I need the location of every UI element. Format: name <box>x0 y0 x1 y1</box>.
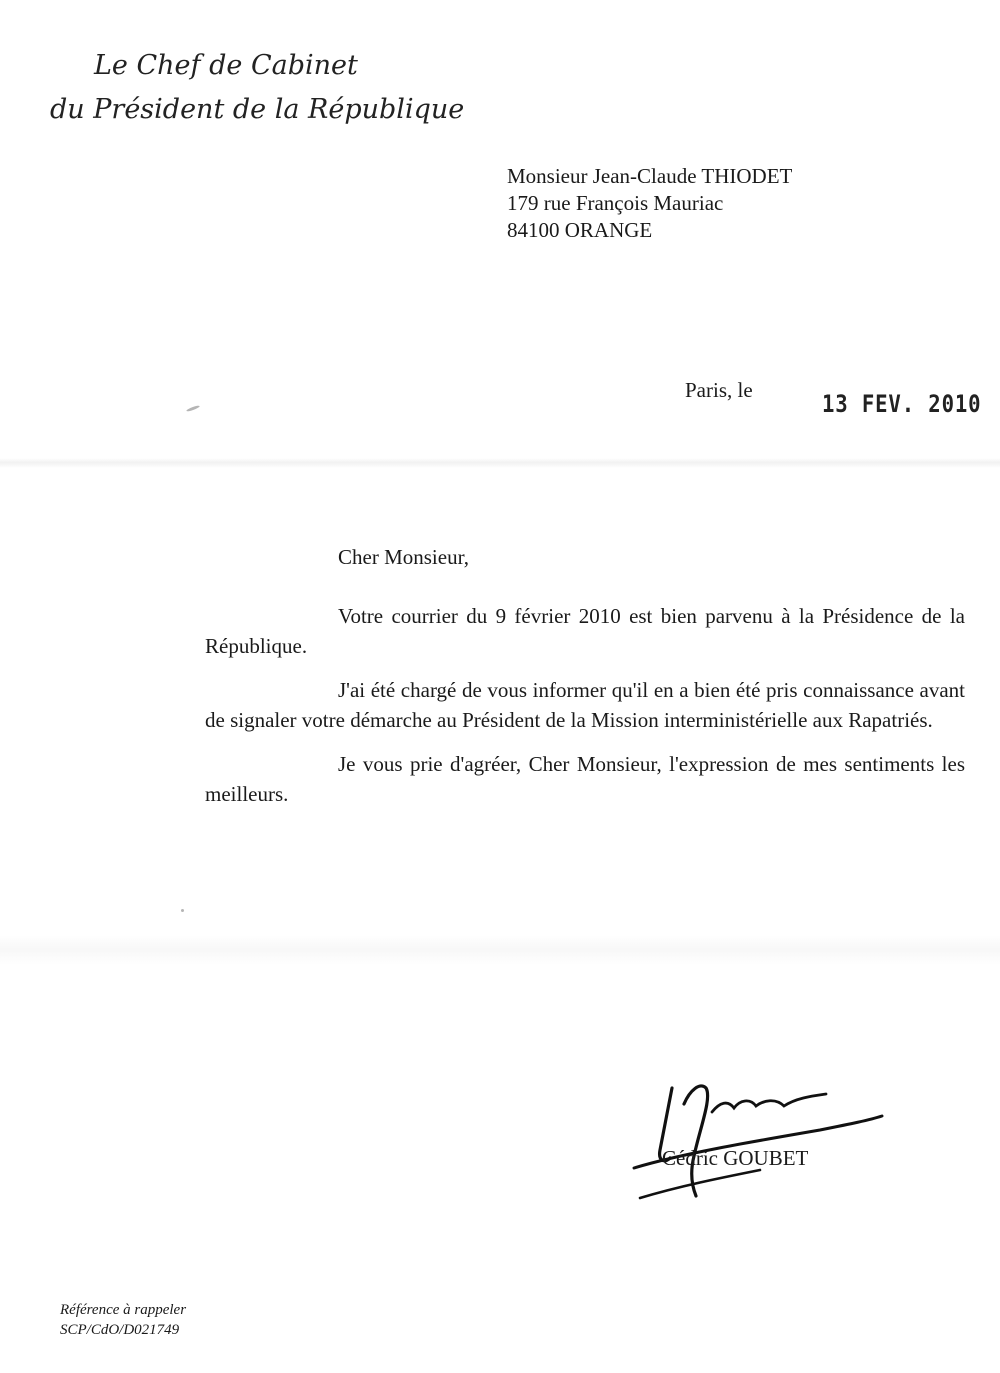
paragraph-3: Je vous prie d'agréer, Cher Monsieur, l'expression de mes sentiments les meilleurs. <box>205 752 965 806</box>
letterhead <box>48 40 465 130</box>
reference-code: SCP/CdO/D021749 <box>60 1322 180 1338</box>
recipient-city: 84100 ORANGE <box>507 218 653 242</box>
dateline-place: Paris, le <box>685 378 753 402</box>
scan-band <box>0 935 1000 965</box>
date-stamp: 13 FEV. 2010 <box>822 390 982 418</box>
paragraph-1: Votre courrier du 9 février 2010 est bien parvenu à la Présidence de la République. <box>205 604 965 658</box>
recipient-name: Monsieur Jean-Claude THIODET <box>507 164 793 188</box>
handwritten-signature <box>620 1068 900 1208</box>
recipient-street: 179 rue François Mauriac <box>507 191 724 215</box>
scan-speck <box>186 405 200 413</box>
scan-speck <box>181 909 184 912</box>
letter-body <box>205 542 965 823</box>
salutation: Cher Monsieur, <box>338 545 469 569</box>
reference-block <box>60 1300 186 1340</box>
reference-label: Référence à rappeler <box>60 1302 187 1318</box>
letterhead-line-2: du Président de la République <box>50 94 465 125</box>
recipient-address <box>507 163 792 244</box>
paragraph-2: J'ai été chargé de vous informer qu'il en a bien été pris connaissance avant de signaler votre démarche au Président de la Mission interministérielle aux Rapatriés. <box>205 678 965 732</box>
signatory-name: Cédric GOUBET <box>662 1146 809 1170</box>
letterhead-script <box>48 40 465 130</box>
scan-fold-line <box>0 458 1000 468</box>
letterhead-line-1: Le Chef de Cabinet <box>94 50 358 81</box>
